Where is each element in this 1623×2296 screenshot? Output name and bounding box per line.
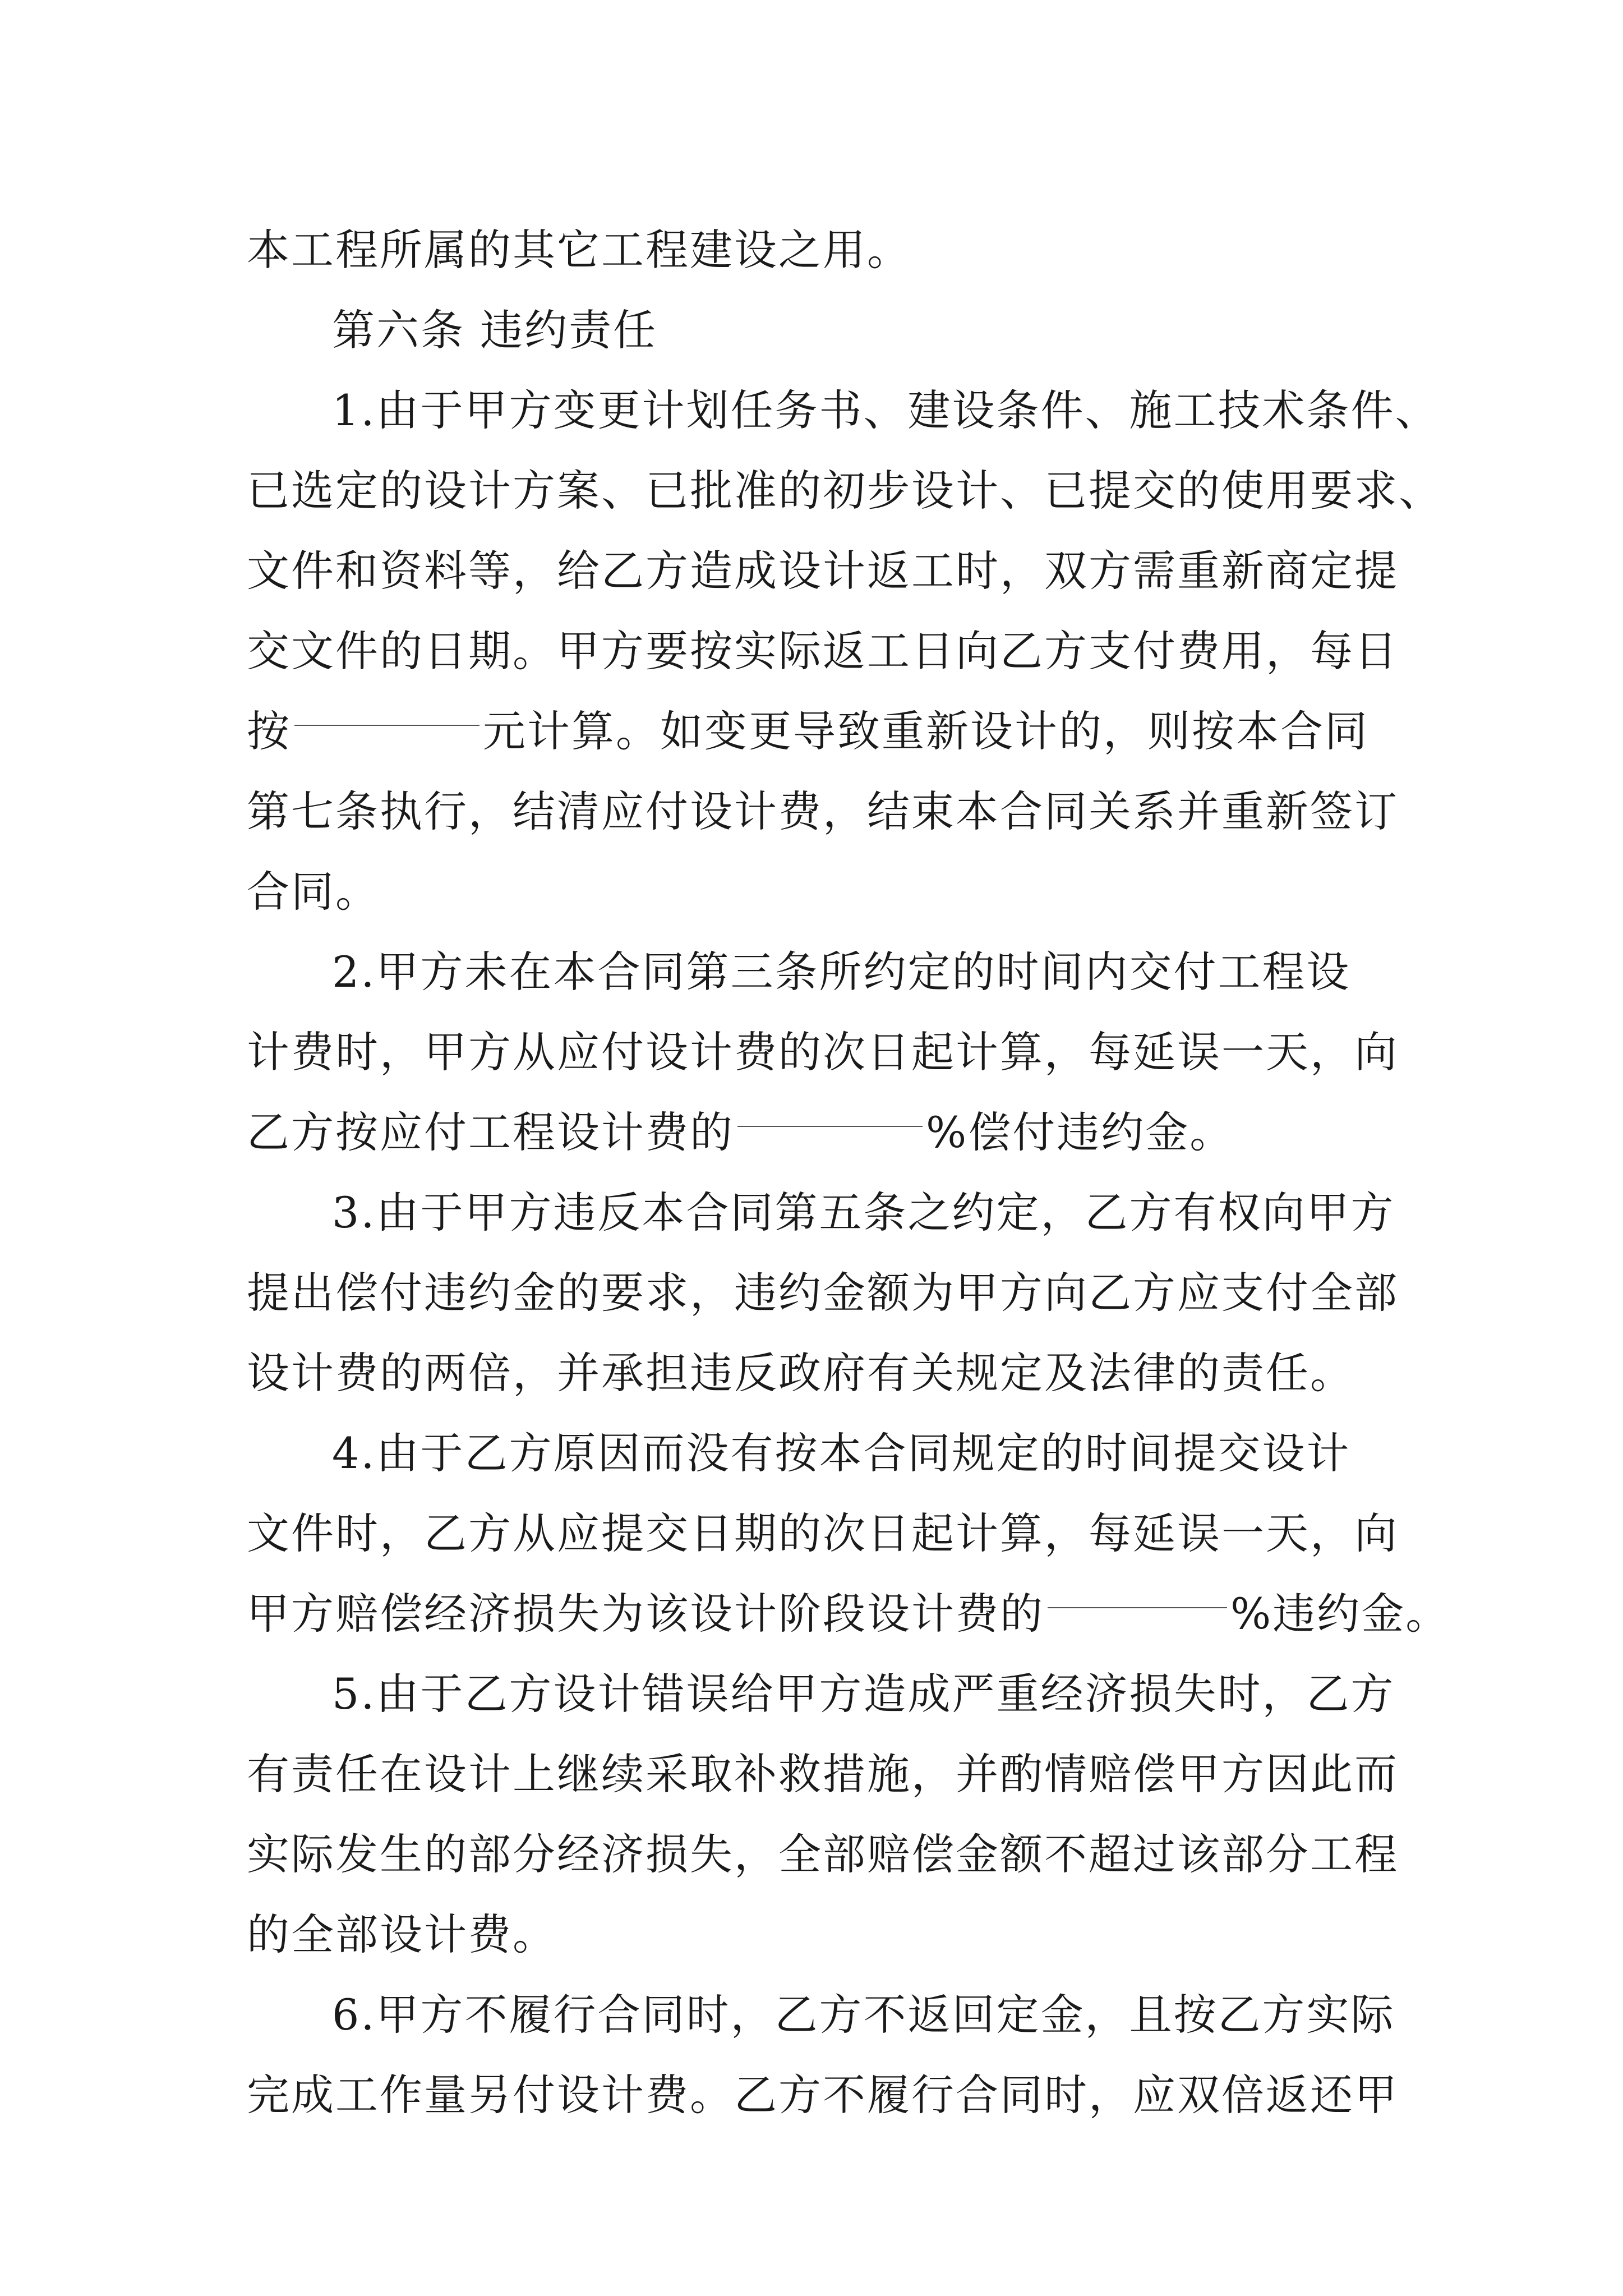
fill-in-blank[interactable] [294,691,479,726]
text-line: 文件时，乙方从应提交日期的次日起计算，每延误一天，向 [247,1508,1399,1558]
text-line: 交文件的日期。甲方要按实际返工日向乙方支付费用，每日 [247,626,1399,676]
text-line: 2.甲方未在本合同第三条所约定的时间内交付工程设 [332,947,1351,997]
line-text-before: 按 [247,706,291,756]
text-line [247,1573,1450,1654]
text-line: 设计费的两倍，并承担违反政府有关规定及法律的责任。 [247,1348,1354,1398]
text-line: 计费时，甲方从应付设计费的次日起计算，每延误一天，向 [247,1027,1399,1077]
contract-text [247,210,1450,2135]
section-heading: 第六条 违约责任 [332,305,658,355]
text-line: 已选定的设计方案、已批准的初步设计、已提交的使用要求、 [247,466,1443,516]
fill-in-blank[interactable] [737,1092,923,1127]
text-line: 的全部设计费。 [247,1910,557,1959]
line-text-before: 乙方按应付工程设计费的 [247,1107,734,1157]
text-line: 文件和资料等，给乙方造成设计返工时，双方需重新商定提 [247,546,1399,596]
text-line: 有责任在设计上继续采取补救措施，并酌情赔偿甲方因此而 [247,1749,1399,1799]
text-line [247,691,1396,771]
fill-in-blank[interactable] [1048,1573,1227,1608]
text-line: 合同。 [247,867,380,917]
text-line [247,1092,1396,1172]
text-line: 第七条执行，结清应付设计费，结束本合同关系并重新签订 [247,786,1399,836]
text-line: 提出偿付违约金的要求，违约金额为甲方向乙方应支付全部 [247,1268,1399,1318]
text-line: 6.甲方不履行合同时，乙方不返回定金，且按乙方实际 [332,1990,1395,2040]
text-line: 1.由于甲方变更计划任务书、建设条件、施工技术条件、 [332,385,1440,435]
text-line: 实际发生的部分经济损失，全部赔偿金额不超过该部分工程 [247,1829,1399,1879]
text-line: 本工程所属的其它工程建设之用。 [247,225,911,275]
line-text-before: 甲方赔偿经济损失为该设计阶段设计费的 [247,1589,1044,1639]
line-text-after: %偿付违约金。 [926,1107,1234,1157]
text-line: 3.由于甲方违反本合同第五条之约定，乙方有权向甲方 [332,1188,1395,1237]
text-line: 完成工作量另付设计费。乙方不履行合同时，应双倍返还甲 [247,2070,1399,2120]
line-text-after: 元计算。如变更导致重新设计的，则按本合同 [483,706,1369,756]
text-line: 4.由于乙方原因而没有按本合同规定的时间提交设计 [332,1428,1351,1478]
text-line: 5.由于乙方设计错误给甲方造成严重经济损失时，乙方 [332,1669,1395,1719]
line-text-after: %违约金。 [1230,1589,1450,1639]
